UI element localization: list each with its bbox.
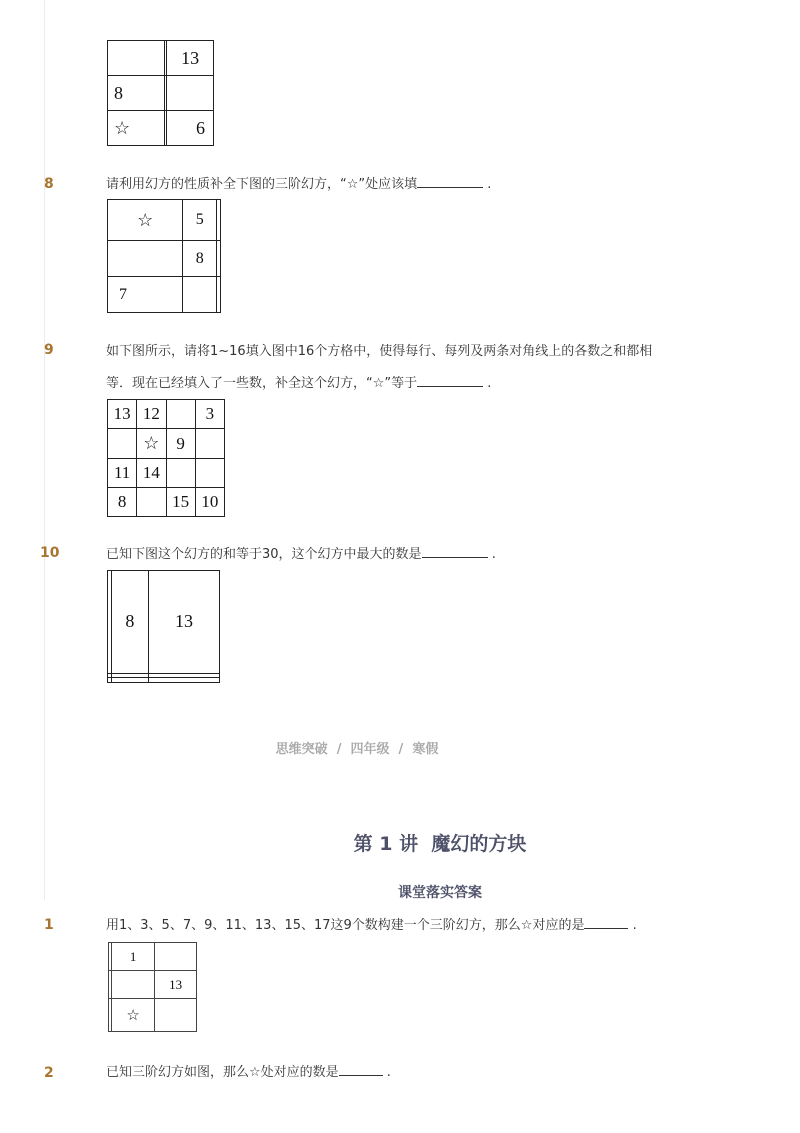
answer-blank[interactable]: [417, 386, 483, 387]
grid-cell: [217, 200, 221, 241]
question-text: [106, 548, 496, 561]
question-text-body: 已知三阶幻方如图，那么☆处对应的数是: [106, 1065, 339, 1080]
grid-cell: [137, 488, 166, 517]
lesson-title: 第 1 讲 魔幻的方块: [353, 833, 527, 855]
grid-cell: 13: [155, 971, 197, 999]
grid-cell: 9: [166, 428, 195, 458]
grid-cell: [155, 943, 197, 971]
question-text-body: 等．现在已经填入了一些数，补全这个幻方，“☆”等于: [106, 376, 418, 391]
question-text: [106, 1066, 391, 1079]
magic-square-q9: [107, 399, 225, 517]
grid-cell: [183, 277, 217, 313]
grid-cell: 13: [149, 571, 220, 674]
question-number: 1: [44, 917, 54, 933]
question-text-line1: 如下图所示，请将1~16填入图中16个方格中，使得每行、每列及两条对角线上的各数之和都相: [106, 344, 653, 359]
grid-cell: 8: [183, 241, 217, 277]
grid-cell: [195, 428, 224, 458]
grid-cell: 1: [111, 943, 154, 971]
grid-cell: 11: [108, 459, 137, 488]
grid-cell: 7: [108, 277, 183, 313]
answer-blank[interactable]: [422, 557, 488, 558]
question-number: 9: [44, 342, 54, 358]
question-number: 8: [44, 176, 54, 192]
question-end: .: [386, 1065, 391, 1080]
grid-cell: [149, 678, 220, 683]
grid-cell: 3: [195, 400, 224, 429]
grid-cell: [155, 999, 197, 1032]
magic-square-q10: [107, 570, 220, 683]
section-subtitle: 课堂落实答案: [398, 885, 482, 901]
answer-blank[interactable]: [584, 928, 628, 929]
grid-cell: 8: [111, 571, 148, 674]
grid-cell: [108, 428, 137, 458]
margin-rule: [44, 0, 45, 900]
grid-cell: 8: [108, 76, 165, 111]
grid-cell: 8: [108, 488, 137, 517]
grid-cell: ☆: [111, 999, 154, 1032]
grid-cell: [167, 76, 214, 111]
grid-cell: [217, 277, 221, 313]
question-end: .: [487, 177, 492, 192]
grid-cell: ☆: [137, 428, 166, 458]
grid-cell: 13: [108, 400, 137, 429]
grid-cell: 5: [183, 200, 217, 241]
grid-cell: 14: [137, 459, 166, 488]
magic-square-a1: [108, 942, 197, 1032]
grid-cell: 13: [167, 41, 214, 76]
grid-cell: [111, 678, 148, 683]
grid-cell: ☆: [108, 200, 183, 241]
grid-cell: 10: [195, 488, 224, 517]
grid-cell: [217, 241, 221, 277]
page-footer: 思维突破 / 四年级 / 寒假: [275, 742, 439, 757]
grid-cell: ☆: [108, 111, 165, 146]
question-end: .: [632, 918, 637, 933]
question-end: .: [487, 376, 492, 391]
magic-square-top: [107, 40, 214, 146]
grid-cell: 15: [166, 488, 195, 517]
grid-cell: [166, 459, 195, 488]
answer-blank[interactable]: [339, 1075, 383, 1076]
question-text: [106, 377, 491, 390]
question-text: [106, 919, 637, 932]
grid-cell: [108, 41, 165, 76]
grid-cell: 6: [167, 111, 214, 146]
grid-cell: [166, 400, 195, 429]
question-text-body: 用1、3、5、7、9、11、13、15、17这9个数构建一个三阶幻方，那么☆对应的是: [106, 918, 585, 933]
answer-blank[interactable]: [417, 187, 483, 188]
question-number: 10: [40, 545, 60, 561]
grid-cell: [108, 241, 183, 277]
question-text-body: 已知下图这个幻方的和等于30，这个幻方中最大的数是: [106, 547, 422, 562]
question-text: [106, 178, 491, 191]
grid-cell: [195, 459, 224, 488]
question-end: .: [491, 547, 496, 562]
grid-cell: [111, 971, 154, 999]
magic-square-q8: [107, 199, 221, 313]
question-number: 2: [44, 1065, 54, 1081]
grid-cell: 12: [137, 400, 166, 429]
question-text-body: 请利用幻方的性质补全下图的三阶幻方，“☆”处应该填: [106, 177, 418, 192]
